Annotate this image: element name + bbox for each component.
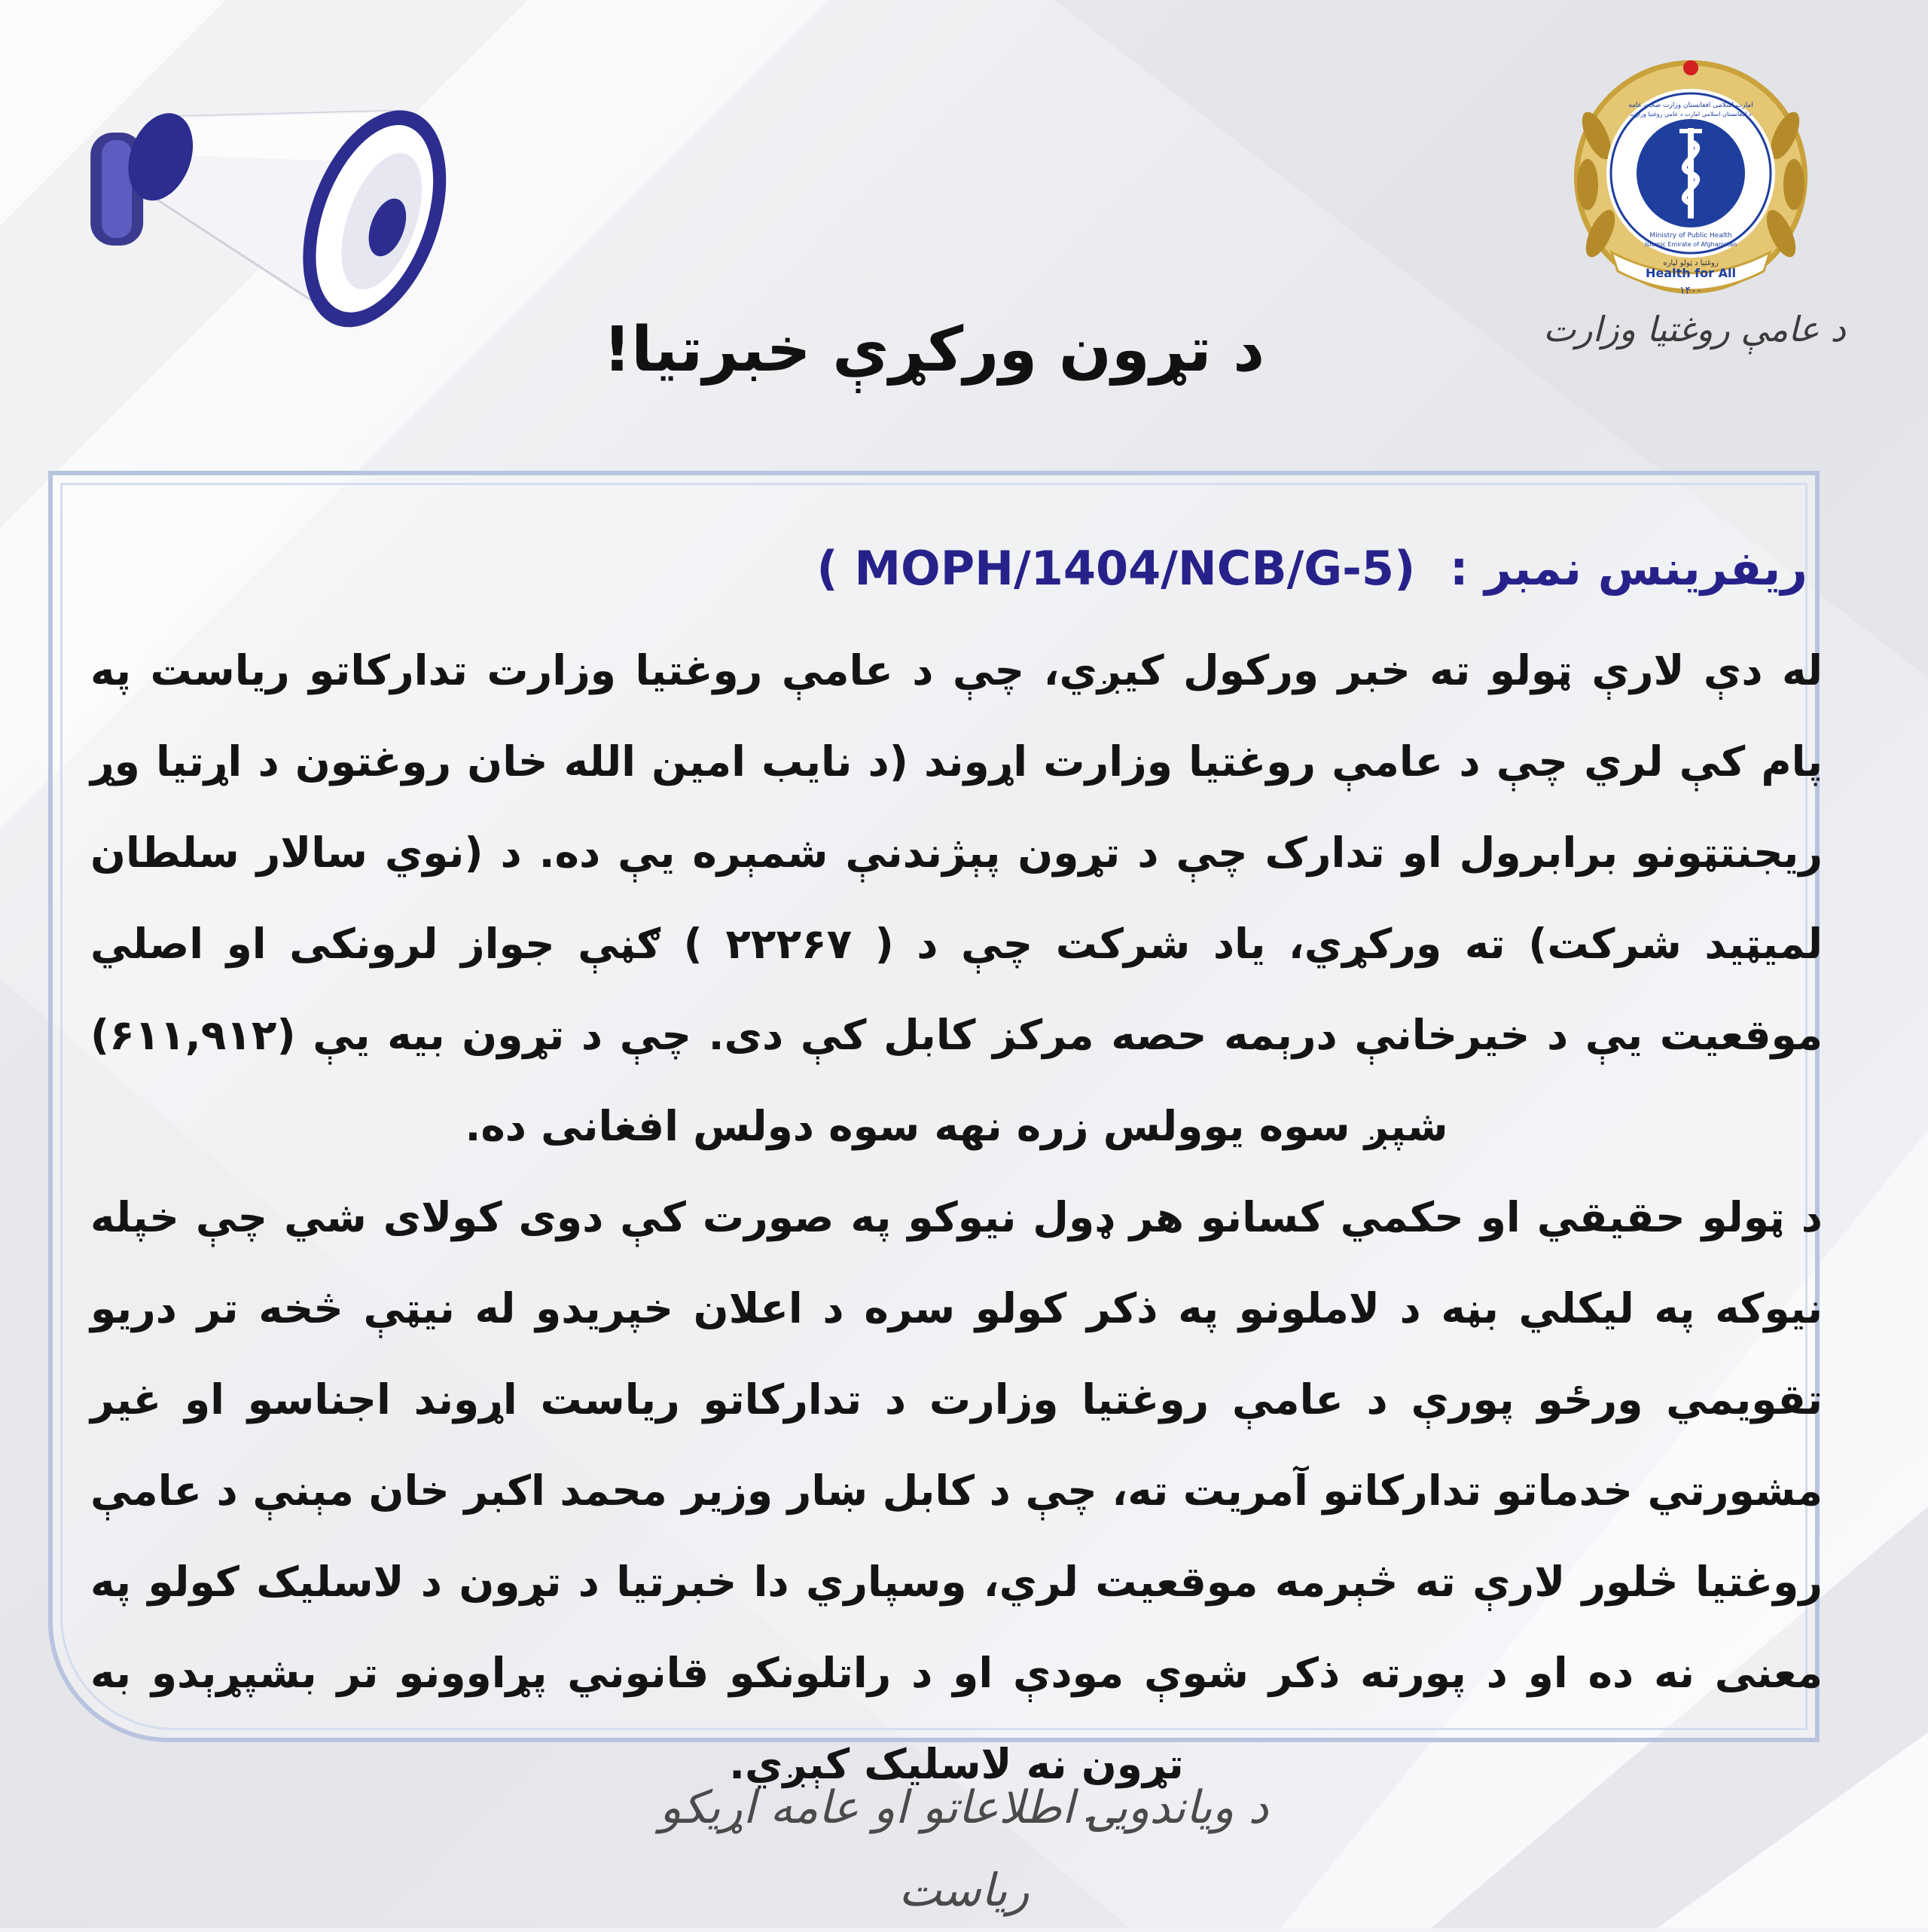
reference-value: ( MOPH/1404/NCB/G-5)	[816, 541, 1416, 596]
body-paragraph-2: د ټولو حقیقي او حکمي کسانو هر ډول نیوکو په صورت کې دوی کولای شي چې خپله نیوکه په لیکلي بڼه د لاملونو په ذکر کولو سره د اعلان خپریدو له نیټې څخه تر دریو تقویمي ورځو پورې د عامې روغتیا وزارت د تدارکاتو ریاست اړوند اجناسو او غیر مشورتي خدماتو تدارکاتو آمریت ته، چې د کابل ښار وزیر محمد اکبر خان مېنې د عامې روغتیا څلور لارې ته څېرمه موقعیت لري، وسپاري دا خبرتیا د تړون د لاسلیک کولو په معنی نه ده او د پورته ذکر شوې مودې او د راتلونکو قانوني پړاوونو تر بشپړېدو به تړون نه لاسلیک کېږي.	[90, 1193, 1823, 1788]
page-title: د تړون ورکړې خبرتیا!	[602, 314, 1265, 386]
ministry-emblem-logo	[1566, 53, 1815, 309]
announcement-body	[90, 625, 1823, 1810]
footer-department-calligraphy: د ویاندویۍ اطلاعاتو او عامه اړیکو ریاست	[659, 1781, 1269, 1917]
emblem-ring-dari: امارت اسلامی افغانستان وزارت صحت عامه	[1628, 102, 1753, 109]
emblem-year: ۱۴۰۰	[1679, 285, 1703, 297]
megaphone-icon	[68, 45, 490, 346]
emblem-motto-english: Health for All	[1646, 266, 1736, 280]
emblem-ring-pashto: د افغانستان اسلامي امارت د عامې روغتیا وزارت	[1630, 111, 1752, 118]
ministry-name-calligraphy: د عامې روغتيا وزارت	[1543, 309, 1846, 349]
body-paragraph-1: له دې لارې ټولو ته خبر ورکول کیږي، چې د عامې روغتیا وزارت تدارکاتو ریاست په پام کې لري چې د عامې روغتیا وزارت اړوند (د نایب امین الله خان روغتون د اړتیا وړ ریجنتټونو برابرول او تدارک چې د تړون پېژندنې شمېره یې ده. د (نوي سالار سلطان لمیټید شرکت) ته ورکړي، یاد شرکت چې د ( ۲۲۲۶۷ ) ګڼې جواز لرونکی او اصلي موقعیت یې د خیرخانې درېمه حصه مرکز کابل کې دی. چې د تړون بیه یې (۶۱۱,۹۱۲) شپږ سوه یوولس زره نهه سوه دولس افغانی ده.	[90, 646, 1823, 1150]
emblem-ring-english-1: Ministry of Public Health	[1649, 232, 1732, 240]
emblem-ring-english-2: Islamic Emirate of Afghanistan	[1644, 241, 1737, 248]
reference-line	[798, 527, 1808, 610]
reference-label: ریفرینس نمبر :	[1449, 541, 1808, 596]
emblem-motto-pashto: روغتیا د ټولو لپاره	[1663, 259, 1719, 267]
